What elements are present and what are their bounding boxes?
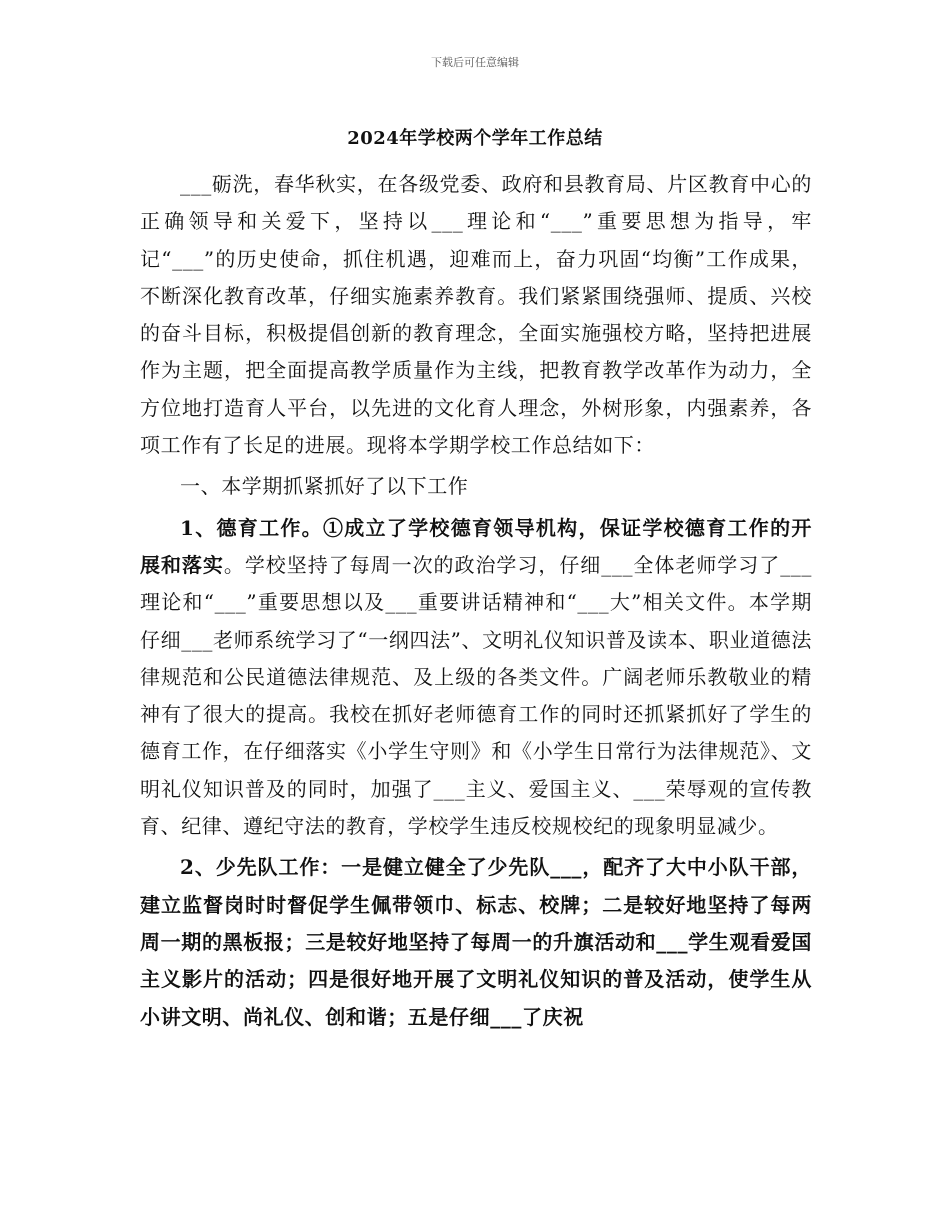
- section-heading: 一、本学期抓紧抓好了以下工作: [180, 474, 469, 499]
- page-header-note: 下载后可任意编辑: [431, 56, 519, 69]
- moral-education-text: 。学校坚持了每周一次的政治学习，仔细___全体老师学习了___理论和“___”重要思想以及___重要讲话精神和“___大”相关文件。本学期仔细___老师系统学习了“一纲四法”、文明礼仪知识普及读本、职业道德法律规范和公民道德法律规范、及上级的各类文件。广阔老师乐教敬业的精神有了很大的提高。我校在抓好老师德育工作的同时还抓紧抓好了学生的德育工作，在仔细落实《小学生守则》和《小学生日常行为法律规范》、文明礼仪知识普及的同时，加强了___主义、爱国主义、___荣辱观的宣传教育、纪律、遵纪守法的教育，学校学生违反校规校纪的现象明显减少。: [140, 552, 812, 839]
- intro-paragraph: ___砺洗，春华秋实，在各级党委、政府和县教育局、片区教育中心的正确领导和关爱下，坚持以___理论和“___”重要思想为指导，牢记“___”的历史使命，抓住机遇，迎难而上，奋力巩固“均衡”工作成果，不断深化教育改革，仔细实施素养教育。我们紧紧围绕强师、提质、兴校的奋斗目标，积极提倡创新的教育理念，全面实施强校方略，坚持把进展作为主题，把全面提高教学质量作为主线，把教育教学改革作为动力，全方位地打造育人平台，以先进的文化育人理念，外树形象，内强素养，各项工作有了长足的进展。现将本学期学校工作总结如下：: [140, 172, 812, 458]
- moral-education-lead: 1、德育工作。①成立了学校德育领导机构，保证学校德育工作的开展和落实: [140, 515, 812, 577]
- young-pioneers-paragraph: 2、少先队工作：一是健立健全了少先队___，配齐了大中小队干部，建立监督岗时时督促学生佩带领巾、标志、校牌；二是较好地坚持了每两周一期的黑板报；三是较好地坚持了每周一的升旗活动和___学生观看爱国主义影片的活动；四是很好地开展了文明礼仪知识的普及活动，使学生从小讲文明、尚礼仪、创和谐；五是仔细___了庆祝: [140, 855, 812, 1029]
- document-title: 2024年学校两个学年工作总结: [347, 128, 603, 149]
- document-body: [140, 166, 812, 1036]
- moral-education-paragraph: [140, 510, 812, 846]
